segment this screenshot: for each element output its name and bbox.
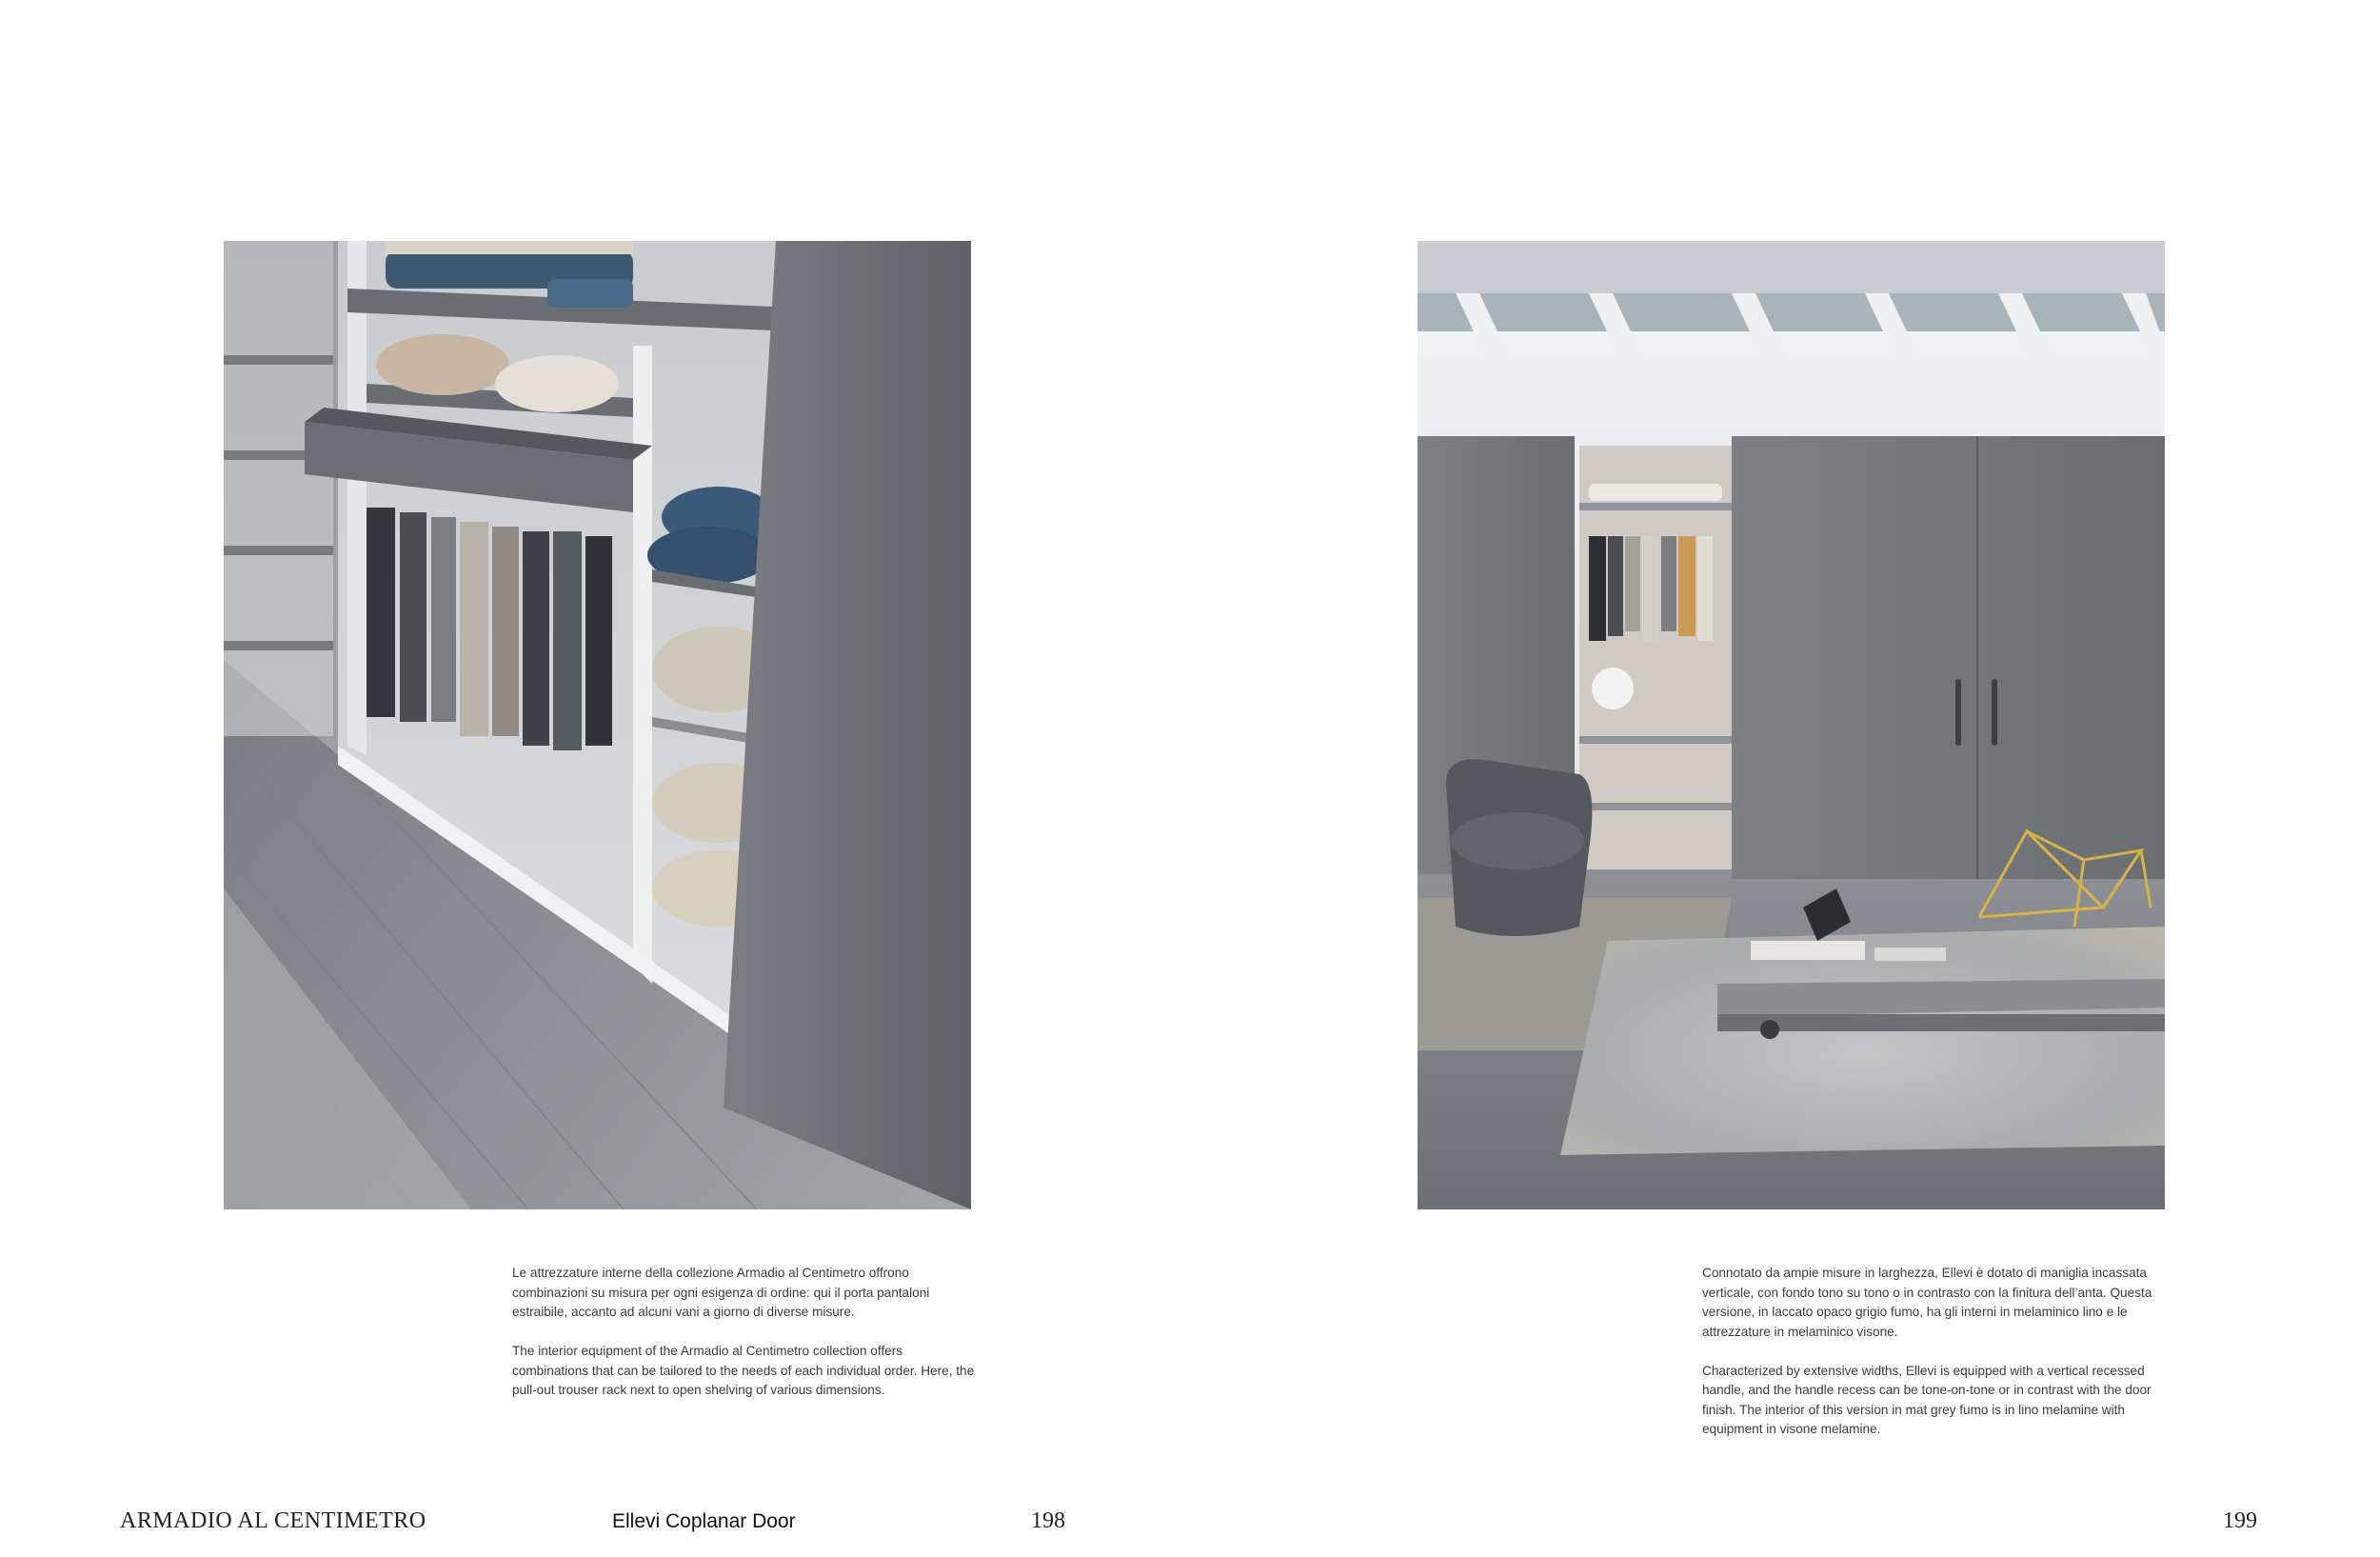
product-name: Ellevi Coplanar Door bbox=[612, 1510, 796, 1532]
ellevi-wardrobe-room-photo bbox=[1418, 241, 2165, 1209]
left-caption-english: The interior equipment of the Armadio al Centimetro collection offers combinations that can be tailored to the needs of each individual order. Here, the pull-out trouser rack next to open shelving of various dimensions. bbox=[512, 1344, 975, 1397]
left-caption bbox=[512, 1264, 979, 1420]
page-number-right: 199 bbox=[2223, 1508, 2257, 1533]
page-number-left: 198 bbox=[1031, 1508, 1065, 1533]
wardrobe-interior-photo bbox=[224, 241, 971, 1209]
collection-brand: ARMADIO AL CENTIMETRO bbox=[120, 1508, 426, 1533]
ellevi-room-illustration bbox=[1418, 241, 2165, 1209]
right-caption-english: Characterized by extensive widths, Ellevi is equipped with a vertical recessed handle, and the handle recess can be tone-on-tone or in contrast with the door finish. The interior of this version in mat grey fumo is in lino melamine with equipment in visone melamine. bbox=[1702, 1363, 2152, 1436]
right-caption-italian: Connotato da ampie misure in larghezza, Ellevi è dotato di maniglia incassata verticale, con fondo tono su tono o in contrasto con la finitura dell’anta. Questa versione, in laccato opaco grigio fumo, ha gli interni in melaminico lino e le attrezzature in melaminico visone. bbox=[1702, 1266, 2152, 1339]
wardrobe-interior-illustration bbox=[224, 241, 971, 1209]
right-caption bbox=[1702, 1264, 2169, 1459]
left-caption-italian: Le attrezzature interne della collezione Armadio al Centimetro offrono combinazioni su misura per ogni esigenza di ordine: qui il porta pantaloni estraibile, accanto ad alcuni vani a giorno di diverse misure. bbox=[512, 1266, 930, 1319]
